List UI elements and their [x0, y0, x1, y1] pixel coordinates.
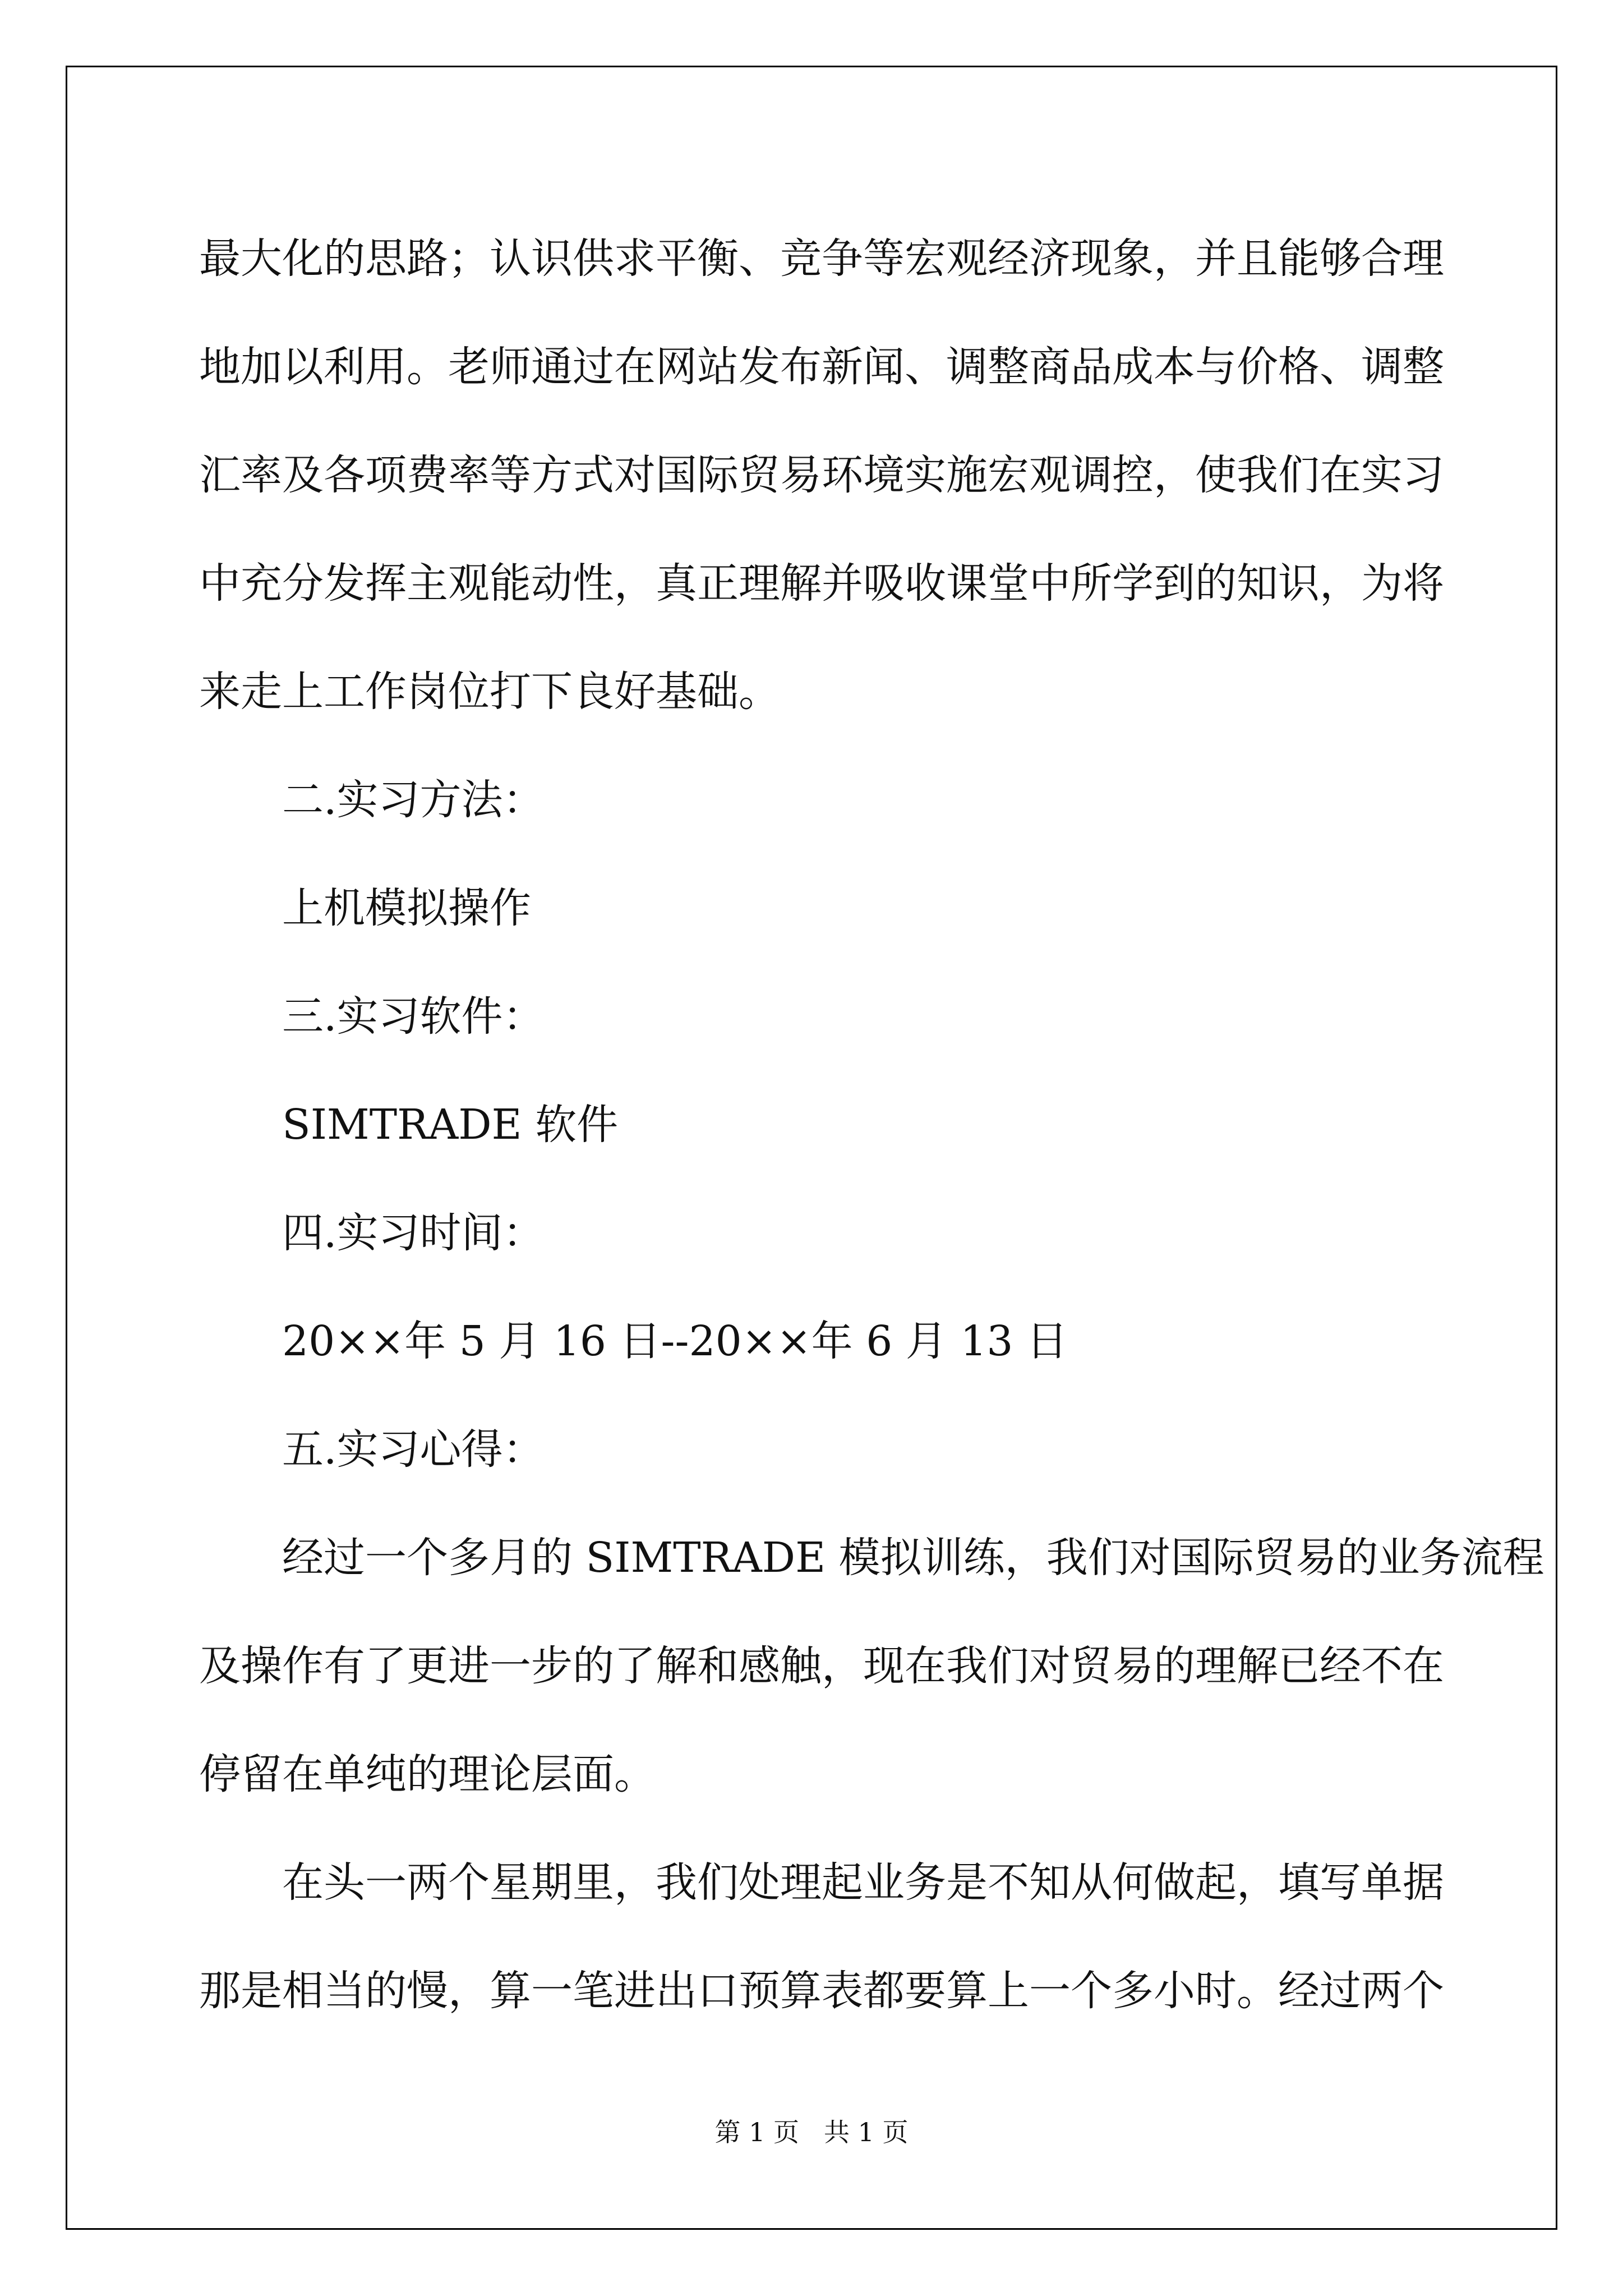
paragraph-line: 在头一两个星期里，我们处理起业务是不知从何做起，填写单据 [282, 1858, 1444, 1907]
document-body [199, 205, 1544, 2045]
software-value: SIMTRADE 软件 [282, 1101, 619, 1149]
paragraph-line: 最大化的思路；认识供求平衡、竞争等宏观经济现象，并且能够合理 [199, 234, 1444, 283]
section-heading-method: 二.实习方法： [282, 776, 545, 824]
paragraph-line: 汇率及各项费率等方式对国际贸易环境实施宏观调控，使我们在实习 [199, 451, 1444, 499]
paragraph-line: 那是相当的慢，算一笔进出口预算表都要算上一个多小时。经过两个 [199, 1967, 1444, 2015]
section-heading-software: 三.实习软件： [282, 992, 545, 1041]
paragraph-line: 地加以利用。老师通过在网站发布新闻、调整商品成本与价格、调整 [199, 343, 1444, 391]
paragraph-line: 及操作有了更进一步的了解和感触，现在我们对贸易的理解已经不在 [199, 1642, 1444, 1690]
page-footer [0, 2112, 1623, 2149]
paragraph-line: 经过一个多月的 SIMTRADE 模拟训练，我们对国际贸易的业务流程 [282, 1534, 1544, 1582]
paragraph-line: 中充分发挥主观能动性，真正理解并吸收课堂中所学到的知识，为将 [199, 559, 1444, 608]
page-total: 共 1 页 [824, 2117, 909, 2147]
paragraph-line: 来走上工作岗位打下良好基础。 [199, 668, 780, 716]
time-value: 20××年 5 月 16 日--20××年 6 月 13 日 [282, 1317, 1068, 1365]
paragraph-line: 停留在单纯的理论层面。 [199, 1750, 656, 1798]
page-number: 第 1 页 [714, 2117, 799, 2147]
method-value: 上机模拟操作 [282, 884, 531, 932]
section-heading-time: 四.实习时间： [282, 1209, 545, 1257]
section-heading-experience: 五.实习心得： [282, 1425, 545, 1474]
